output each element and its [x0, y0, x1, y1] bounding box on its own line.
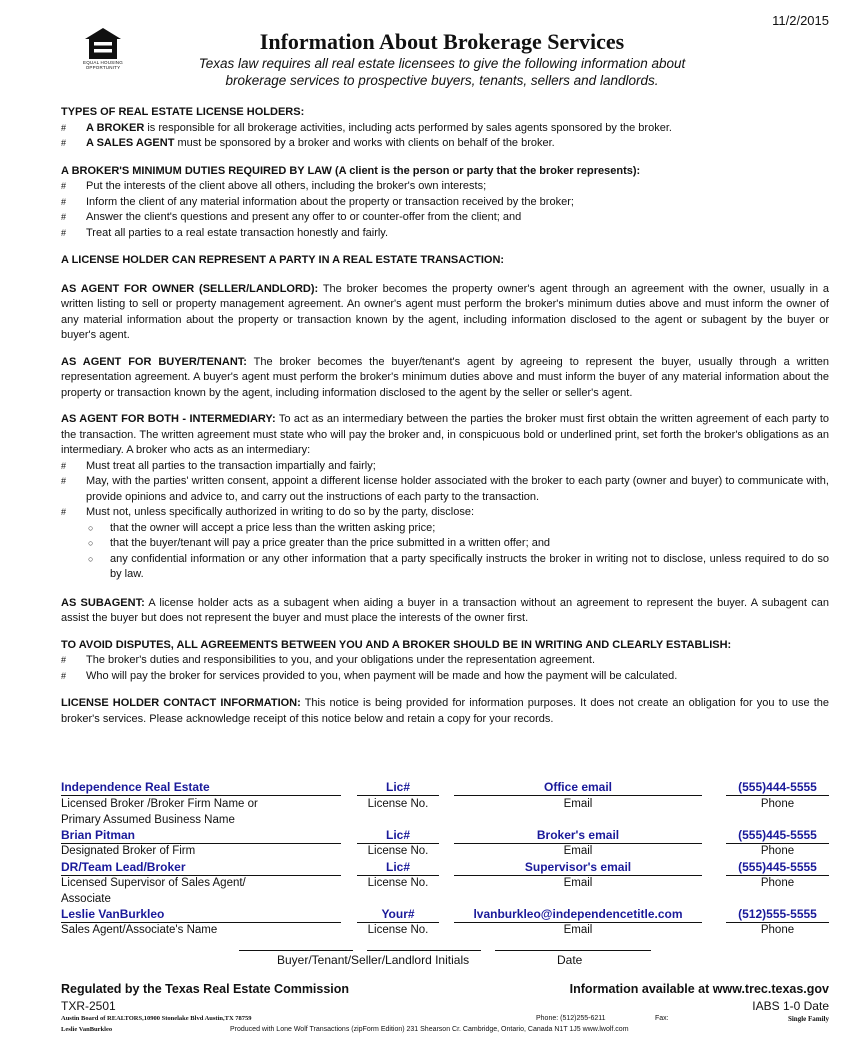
- list-item: [61, 121, 829, 137]
- supervisor-phone[interactable]: (555)445-5555: [726, 860, 829, 876]
- notice-body: [61, 105, 829, 727]
- hash-bullet-icon: #: [61, 507, 67, 517]
- hash-bullet-icon: #: [61, 196, 67, 207]
- hash-bullet-icon: #: [61, 655, 67, 665]
- footer-info: Information available at www.trec.texas.gov: [569, 982, 829, 996]
- subtitle-line: Texas law requires all real estate licensees to give the following information about: [198, 56, 686, 71]
- broker-firm-name[interactable]: Independence Real Estate: [61, 780, 341, 796]
- circle-bullet-icon: ○: [88, 538, 94, 548]
- list-item: [61, 669, 829, 685]
- license-label: License No.: [367, 798, 429, 810]
- list-item: [61, 474, 829, 505]
- date-line[interactable]: [495, 950, 651, 951]
- name-label: Licensed Supervisor of Sales Agent/: [61, 877, 246, 889]
- broker-firm-license[interactable]: Lic#: [357, 780, 439, 796]
- item-text: Inform the client of any material information about the property or transaction received by the broker;: [86, 195, 574, 208]
- sales-agent-email[interactable]: lvanburkleo@independencetitle.com: [454, 907, 702, 923]
- buyer-paragraph: [61, 355, 829, 402]
- footer-fax: Fax:: [655, 1015, 669, 1022]
- broker-firm-email[interactable]: Office email: [454, 780, 702, 796]
- owner-paragraph: [61, 282, 829, 344]
- designated-broker-license[interactable]: Lic#: [357, 828, 439, 844]
- initials-label: Buyer/Tenant/Seller/Landlord Initials: [277, 953, 470, 967]
- list-item: [61, 226, 829, 242]
- initials-line-1[interactable]: [239, 950, 353, 951]
- list-item: [61, 136, 829, 152]
- contact-labels: [61, 923, 829, 939]
- contact-labels: [61, 892, 829, 908]
- list-item: [61, 210, 829, 226]
- item-text: Who will pay the broker for services provided to you, when payment will be made and how the payment will be calculated.: [86, 669, 678, 682]
- footer-regulated: Regulated by the Texas Real Estate Commission: [61, 982, 350, 996]
- name-label: Associate: [61, 893, 111, 905]
- duties-heading: A BROKER'S MINIMUM DUTIES REQUIRED BY LAW (A client is the person or party that the broker represents):: [61, 164, 641, 177]
- item-lead: A BROKER: [86, 121, 145, 134]
- hash-bullet-icon: #: [61, 460, 67, 471]
- paragraph-text: The broker becomes the property owner's agent through an agreement with the owner, usually in a written listing to sell or property management agreement. An owner's agent must perform the broker's minimum duties above and must inform the owner of any material information about the property or transaction known by the agent, including information disclosed to the agent or subagent by the buyer or buyer's agent.: [61, 282, 829, 341]
- item-text: Answer the client's questions and present any offer to or counter-offer from the client; and: [86, 211, 522, 223]
- license-label: License No.: [367, 924, 429, 936]
- paragraph-lead: AS AGENT FOR BUYER/TENANT:: [61, 355, 247, 368]
- supervisor-name[interactable]: DR/Team Lead/Broker: [61, 860, 341, 876]
- hash-bullet-icon: #: [61, 476, 67, 486]
- footer-agent: Leslie VanBurkleo: [61, 1026, 113, 1033]
- item-text: Must not, unless specifically authorized in writing to do so by the party, disclose:: [86, 506, 475, 518]
- paragraph-lead: LICENSE HOLDER CONTACT INFORMATION:: [61, 697, 301, 709]
- paragraph-text: This notice is being provided for information purposes. It does not create an obligation for you to use the broker's services. Please acknowledge receipt of this notice below and retain a copy for your records.: [61, 697, 829, 725]
- date-label: Date: [557, 953, 583, 967]
- footer-form-id: TXR-2501: [61, 999, 116, 1013]
- contact-labels: [61, 844, 829, 860]
- sub-list-item: [61, 536, 829, 552]
- contact-row-supervisor: [61, 860, 829, 876]
- item-text: must be sponsored by a broker and works with clients on behalf of the broker.: [174, 137, 555, 149]
- license-label: License No.: [367, 845, 429, 857]
- logo-text-2: OPPORTUNITY: [85, 65, 121, 70]
- list-item: [61, 653, 829, 669]
- phone-label: Phone: [760, 924, 795, 936]
- supervisor-email[interactable]: Supervisor's email: [454, 860, 702, 876]
- hash-bullet-icon: #: [61, 212, 67, 222]
- contact-labels: [61, 797, 829, 813]
- paragraph-text: To act as an intermediary between the parties the broker must first obtain the written agreement of each party to the transaction. The written agreement must state who will pay the broker and, in conspicuous bold or underlined print, set forth the broker's obligations as an intermediary. A broker who acts as an intermediary:: [61, 413, 829, 456]
- footer-phone: Phone: (512)255-6211: [536, 1015, 606, 1022]
- hash-bullet-icon: #: [61, 138, 67, 148]
- types-heading: TYPES OF REAL ESTATE LICENSE HOLDERS:: [61, 106, 305, 118]
- hash-bullet-icon: #: [61, 122, 67, 133]
- sales-agent-name[interactable]: Leslie VanBurkleo: [61, 907, 341, 923]
- list-item: [61, 505, 829, 521]
- hash-bullet-icon: #: [61, 670, 67, 681]
- item-text: Must treat all parties to the transaction impartially and fairly;: [86, 459, 376, 472]
- item-text: May, with the parties' written consent, appoint a different license holder associated with the broker to each party (owner and buyer) to communicate with, provide opinions and advice to, and carry out the instructions of each party to the transaction.: [86, 475, 829, 503]
- name-label: Sales Agent/Associate's Name: [61, 924, 218, 936]
- email-label: Email: [563, 845, 593, 857]
- circle-bullet-icon: ○: [88, 522, 94, 533]
- contact-row-sales-agent: [61, 907, 829, 923]
- item-lead: A SALES AGENT: [86, 137, 175, 149]
- contact-row-designated-broker: [61, 828, 829, 844]
- paragraph-text: The broker becomes the buyer/tenant's agent by agreeing to represent the buyer, usually through a written representation agreement. A buyer's agent must perform the broker's minimum duties above and must inform the buyer of any material information about the property or transaction known by the agent, including information disclosed to the agent by the seller or seller's agent.: [61, 355, 830, 399]
- subagent-paragraph: [61, 596, 829, 627]
- designated-broker-phone[interactable]: (555)445-5555: [726, 828, 829, 844]
- hash-bullet-icon: #: [61, 181, 67, 191]
- footer-version: IABS 1-0 Date: [752, 999, 829, 1013]
- sub-list-item: [61, 552, 829, 583]
- sales-agent-phone[interactable]: (512)555-5555: [726, 907, 829, 923]
- email-label: Email: [563, 798, 593, 810]
- item-text: that the owner will accept a price less than the written asking price;: [110, 521, 436, 534]
- list-item: [61, 195, 829, 211]
- name-label: Designated Broker of Firm: [61, 845, 196, 857]
- item-text: The broker's duties and responsibilities to you, and your obligations under the representation agreement.: [86, 654, 596, 666]
- designated-broker-name[interactable]: Brian Pitman: [61, 828, 341, 844]
- subtitle-line: brokerage services to prospective buyers, tenants, sellers and landlords.: [225, 73, 659, 88]
- name-label: Licensed Broker /Broker Firm Name or: [61, 798, 258, 810]
- footer-board: Austin Board of REALTORS,10900 Stonelake Blvd Austin,TX 78759: [61, 1015, 252, 1022]
- broker-firm-phone[interactable]: (555)444-5555: [726, 780, 829, 796]
- form-date: 11/2/2015: [772, 13, 829, 28]
- license-label: License No.: [367, 877, 429, 889]
- item-text: Treat all parties to a real estate transaction honestly and fairly.: [86, 226, 389, 239]
- item-text: is responsible for all brokerage activities, including acts performed by sales agents sponsored by the broker.: [144, 121, 672, 134]
- intermediary-paragraph: [61, 412, 829, 459]
- designated-broker-email[interactable]: Broker's email: [454, 828, 702, 844]
- phone-label: Phone: [760, 845, 795, 857]
- item-text: Put the interests of the client above all others, including the broker's own interests;: [86, 180, 487, 192]
- list-item: [61, 459, 829, 475]
- item-text: that the buyer/tenant will pay a price greater than the price submitted in a written offer; and: [110, 537, 551, 549]
- contact-labels: [61, 813, 829, 829]
- phone-label: Phone: [760, 798, 795, 810]
- initials-line-2[interactable]: [367, 950, 481, 951]
- represent-heading: A LICENSE HOLDER CAN REPRESENT A PARTY IN A REAL ESTATE TRANSACTION:: [61, 254, 505, 266]
- paragraph-lead: AS AGENT FOR OWNER (SELLER/LANDLORD):: [61, 282, 319, 295]
- name-label: Primary Assumed Business Name: [61, 814, 235, 826]
- footer-family: Single Family: [787, 1015, 829, 1023]
- contact-info-paragraph: [61, 696, 829, 727]
- page-title: Information About Brokerage Services: [259, 29, 625, 54]
- sub-list-item: [61, 521, 829, 537]
- sales-agent-license[interactable]: Your#: [357, 907, 439, 923]
- paragraph-lead: AS AGENT FOR BOTH - INTERMEDIARY:: [61, 413, 276, 425]
- contact-labels: [61, 876, 829, 892]
- page-subtitle: [0, 55, 850, 89]
- logo-text-1: EQUAL HOUSING: [83, 60, 123, 65]
- list-item: [61, 179, 829, 195]
- disputes-heading: TO AVOID DISPUTES, ALL AGREEMENTS BETWEEN YOU AND A BROKER SHOULD BE IN WRITING AND CLEARLY ESTABLISH:: [61, 638, 732, 651]
- item-text: any confidential information or any other information that a party specifically instructs the broker in writing not to disclose, unless required to do so by law.: [110, 552, 829, 580]
- email-label: Email: [563, 877, 593, 889]
- hash-bullet-icon: #: [61, 227, 67, 238]
- supervisor-license[interactable]: Lic#: [357, 860, 439, 876]
- circle-bullet-icon: ○: [88, 553, 94, 564]
- footer-produced: Produced with Lone Wolf Transactions (zipForm Edition) 231 Shearson Cr. Cambridge, Ontario, Canada N1T 1J5 www.lwolf.com: [230, 1026, 629, 1033]
- phone-label: Phone: [760, 877, 795, 889]
- email-label: Email: [563, 924, 593, 936]
- paragraph-text: A license holder acts as a subagent when aiding a buyer in a transaction without an agreement to represent the buyer. A subagent can assist the buyer but does not represent the buyer and must place the interests of the owner first.: [61, 596, 829, 624]
- contact-row-broker-firm: [61, 780, 829, 796]
- paragraph-lead: AS SUBAGENT:: [61, 596, 145, 609]
